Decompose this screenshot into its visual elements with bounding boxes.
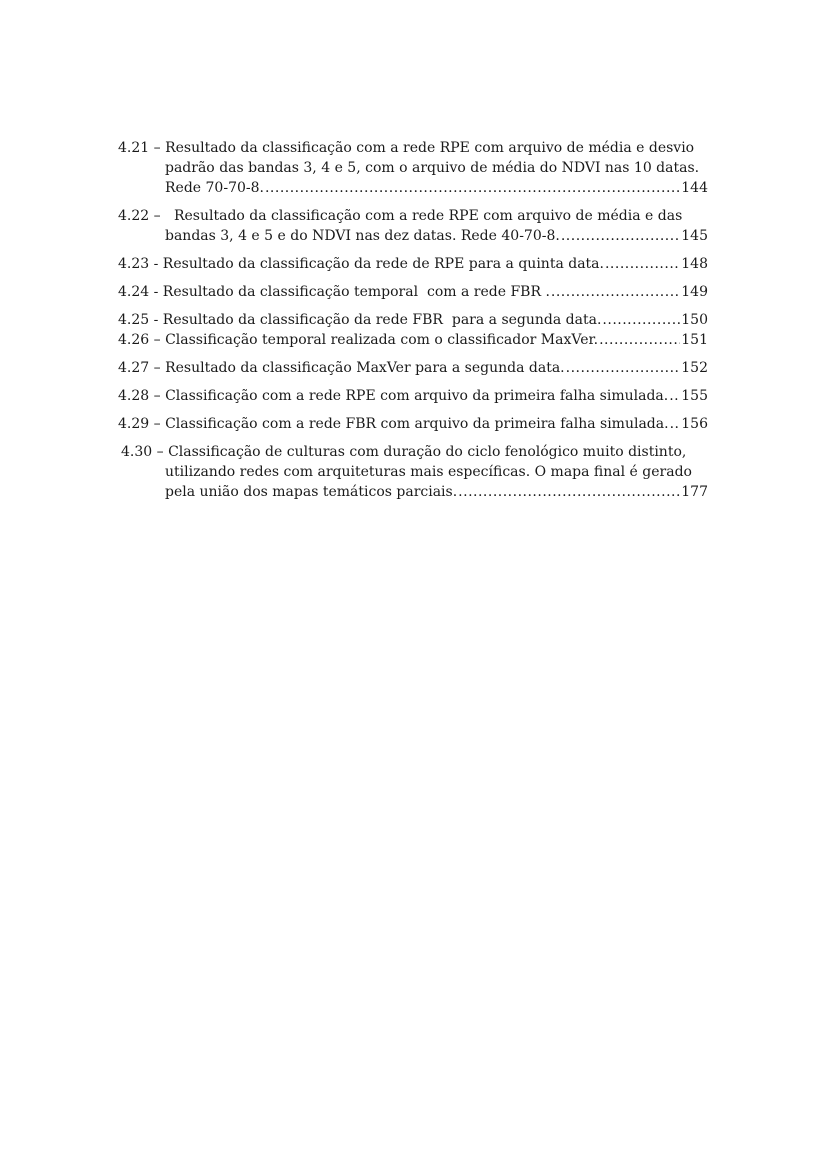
toc-entry-4-28[interactable] [118,386,708,406]
dot-leader [561,226,680,246]
dot-leader [602,310,680,330]
toc-entry-text: bandas 3, 4 e 5 e do NDVI nas dez datas. Rede 40-70-8. [165,228,560,244]
toc-entry-4-27[interactable] [118,358,708,378]
toc-entry-4-29[interactable] [118,414,708,434]
toc-entry-4-25[interactable] [118,310,708,330]
dot-leader [458,482,680,502]
toc-page-number: 152 [681,360,708,376]
toc-entry-text: 4.28 – Classificação com a rede RPE com arquivo da primeira falha simulada. [118,388,669,404]
toc-page-number: 144 [681,180,708,196]
toc-entry-text: 4.24 - Resultado da classificação temporal com a rede FBR . [118,284,550,300]
list-of-figures [118,138,708,502]
dot-leader [599,330,680,350]
toc-page-number: 151 [681,332,708,348]
toc-entry-4-24[interactable] [118,282,708,302]
toc-entry-4-23[interactable] [118,254,708,274]
dot-leader [265,178,680,198]
dot-leader [566,358,681,378]
dot-leader [551,282,680,302]
toc-entry-text: 4.25 - Resultado da classificação da rede FBR para a segunda data. [118,312,602,328]
toc-page-number: 149 [681,284,708,300]
toc-entry-text: 4.26 – Classificação temporal realizada com o classificador MaxVer. [118,332,599,348]
toc-entry-text: utilizando redes com arquiteturas mais específicas. O mapa final é gerado [165,464,692,480]
toc-entry-text: 4.21 – Resultado da classificação com a rede RPE com arquivo de média e desvio [118,140,695,156]
dot-leader [605,254,680,274]
toc-entry-text: 4.29 – Classificação com a rede FBR com arquivo da primeira falha simulada. [118,416,669,432]
toc-page-number: 155 [681,388,708,404]
toc-entry-text: 4.27 – Resultado da classificação MaxVer para a segunda data. [118,360,565,376]
toc-entry-text: padrão das bandas 3, 4 e 5, com o arquivo de média do NDVI nas 10 datas. [165,160,700,176]
toc-entry-text: 4.30 – Classificação de culturas com duração do ciclo fenológico muito distinto, [121,444,687,460]
toc-entry-text: 4.23 - Resultado da classificação da rede de RPE para a quinta data. [118,256,604,272]
dot-leader [669,386,680,406]
toc-page-number: 177 [681,484,708,500]
toc-entry-4-22[interactable] [118,206,708,246]
toc-entry-4-21[interactable] [118,138,708,198]
toc-page-number: 148 [681,256,708,272]
toc-page-number: 150 [681,312,708,328]
toc-entry-text: pela união dos mapas temáticos parciais. [165,484,458,500]
toc-page-number: 156 [681,416,708,432]
toc-entry-text: 4.22 – Resultado da classificação com a rede RPE com arquivo de média e das [118,208,683,224]
toc-entry-4-26[interactable] [118,330,708,350]
dot-leader [670,414,681,434]
toc-entry-4-30[interactable] [118,442,708,502]
toc-page-number: 145 [681,228,708,244]
toc-entry-text: Rede 70-70-8. [165,180,264,196]
